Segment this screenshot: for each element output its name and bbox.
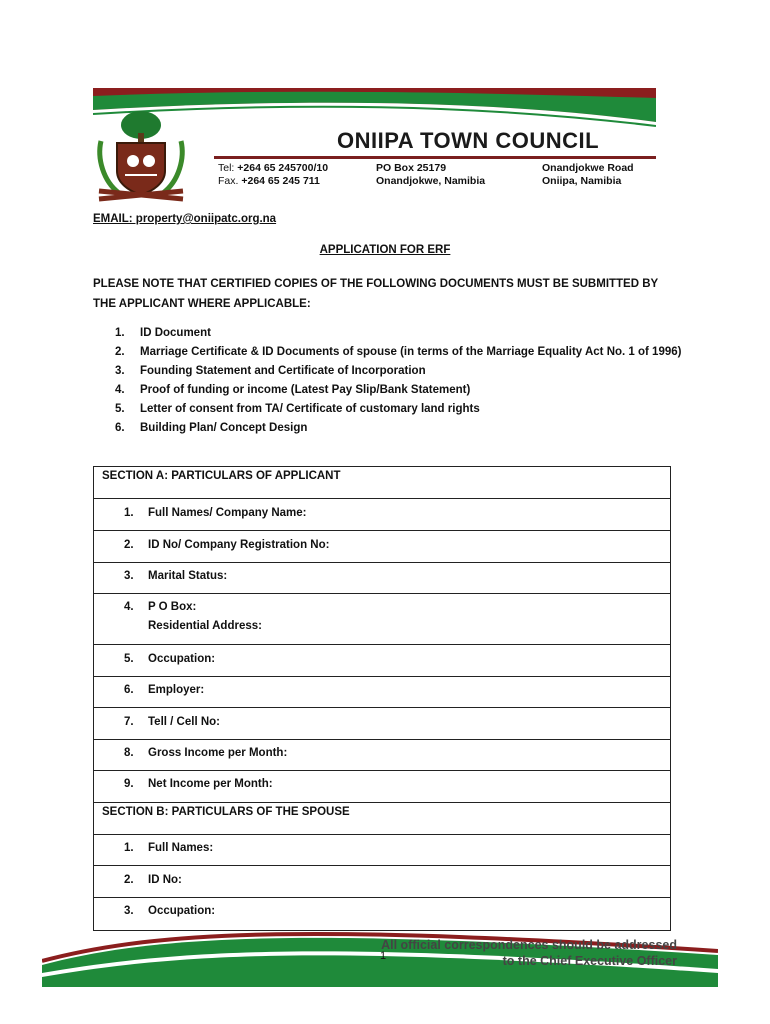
field-number: 5. <box>124 653 134 665</box>
field-id-registration-no[interactable] <box>94 531 670 563</box>
po-box: PO Box 25179 <box>376 162 447 174</box>
field-number: 3. <box>124 570 134 582</box>
application-form-table <box>93 466 671 931</box>
field-label: Net Income per Month: <box>148 778 273 790</box>
item-number: 5. <box>115 403 125 415</box>
list-item <box>115 324 685 343</box>
item-number: 4. <box>115 384 125 396</box>
item-text: ID Document <box>140 327 211 339</box>
fax-label: Fax. <box>218 175 239 187</box>
footer-line-2: to the Chief Executive Officer <box>502 954 677 968</box>
email-line[interactable]: EMAIL: property@oniipatc.org.na <box>93 213 277 225</box>
field-label: Marital Status: <box>148 570 228 582</box>
field-label: Employer: <box>148 684 205 696</box>
field-number: 9. <box>124 778 134 790</box>
field-marital-status[interactable] <box>94 563 670 594</box>
field-number: 2. <box>124 874 134 886</box>
field-net-income[interactable] <box>94 771 670 803</box>
list-item <box>115 400 685 419</box>
footer-line-1: All official correspondences should be addressed <box>381 938 677 952</box>
document-title: APPLICATION FOR ERF <box>319 244 451 256</box>
field-spouse-id-no[interactable] <box>94 866 670 898</box>
item-text: Proof of funding or income (Latest Pay Slip/Bank Statement) <box>140 384 471 396</box>
page-number: 1 <box>380 950 387 962</box>
field-spouse-full-names[interactable] <box>94 835 670 866</box>
tel-label: Tel: <box>218 162 235 174</box>
list-item <box>115 419 685 438</box>
fax-value: +264 65 245 711 <box>241 175 320 187</box>
field-label: Full Names: <box>148 842 214 854</box>
contact-phone-fax <box>218 162 328 188</box>
item-text: Letter of consent from TA/ Certificate of customary land rights <box>140 403 480 415</box>
field-label: Full Names/ Company Name: <box>148 507 307 519</box>
council-crest-logo <box>95 103 187 203</box>
contact-street <box>542 162 634 188</box>
item-number: 3. <box>115 365 125 377</box>
section-a-heading <box>94 467 670 499</box>
field-label: Tell / Cell No: <box>148 716 220 728</box>
submission-note: PLEASE NOTE THAT CERTIFIED COPIES OF THE FOLLOWING DOCUMENTS MUST BE SUBMITTED BY THE APPLICANT WHERE APPLICABLE: <box>93 278 658 310</box>
item-text: Marriage Certificate & ID Documents of spouse (in terms of the Marriage Equality Act No. 1 of 1996) <box>140 346 682 358</box>
item-text: Founding Statement and Certificate of Incorporation <box>140 365 426 377</box>
field-number: 1. <box>124 842 134 854</box>
street-town: Oniipa, Namibia <box>542 175 622 187</box>
tel-value: +264 65 245700/10 <box>237 162 329 174</box>
field-label: Occupation: <box>148 905 216 917</box>
section-b-heading <box>94 803 670 835</box>
field-number: 8. <box>124 747 134 759</box>
field-label: P O Box: <box>148 601 197 613</box>
field-label: Occupation: <box>148 653 216 665</box>
field-tell-cell-no[interactable] <box>94 708 670 740</box>
item-number: 1. <box>115 327 125 339</box>
header-divider <box>214 156 656 159</box>
field-employer[interactable] <box>94 677 670 708</box>
field-label: Gross Income per Month: <box>148 747 288 759</box>
field-gross-income[interactable] <box>94 740 670 771</box>
list-item <box>115 362 685 381</box>
field-number: 4. <box>124 601 134 613</box>
section-a-title: SECTION A: PARTICULARS OF APPLICANT <box>102 470 341 482</box>
po-town: Onandjokwe, Namibia <box>376 175 486 187</box>
field-full-names-company[interactable] <box>94 499 670 531</box>
field-po-box-residential[interactable] <box>94 594 670 645</box>
field-number: 3. <box>124 905 134 917</box>
council-name: ONIIPA TOWN COUNCIL <box>337 128 600 153</box>
required-documents-list <box>115 324 685 438</box>
field-number: 7. <box>124 716 134 728</box>
street-road: Onandjokwe Road <box>542 162 634 174</box>
section-b-title: SECTION B: PARTICULARS OF THE SPOUSE <box>102 806 350 818</box>
list-item <box>115 343 685 362</box>
contact-postal <box>376 162 485 188</box>
field-number: 1. <box>124 507 134 519</box>
item-text: Building Plan/ Concept Design <box>140 422 308 434</box>
item-number: 6. <box>115 422 125 434</box>
field-number: 6. <box>124 684 134 696</box>
field-label: ID No: <box>148 874 182 886</box>
field-occupation[interactable] <box>94 645 670 677</box>
field-number: 2. <box>124 539 134 551</box>
list-item <box>115 381 685 400</box>
field-label-secondary: Residential Address: <box>148 620 262 632</box>
field-label: ID No/ Company Registration No: <box>148 539 330 551</box>
footer-notice <box>381 937 677 969</box>
item-number: 2. <box>115 346 125 358</box>
